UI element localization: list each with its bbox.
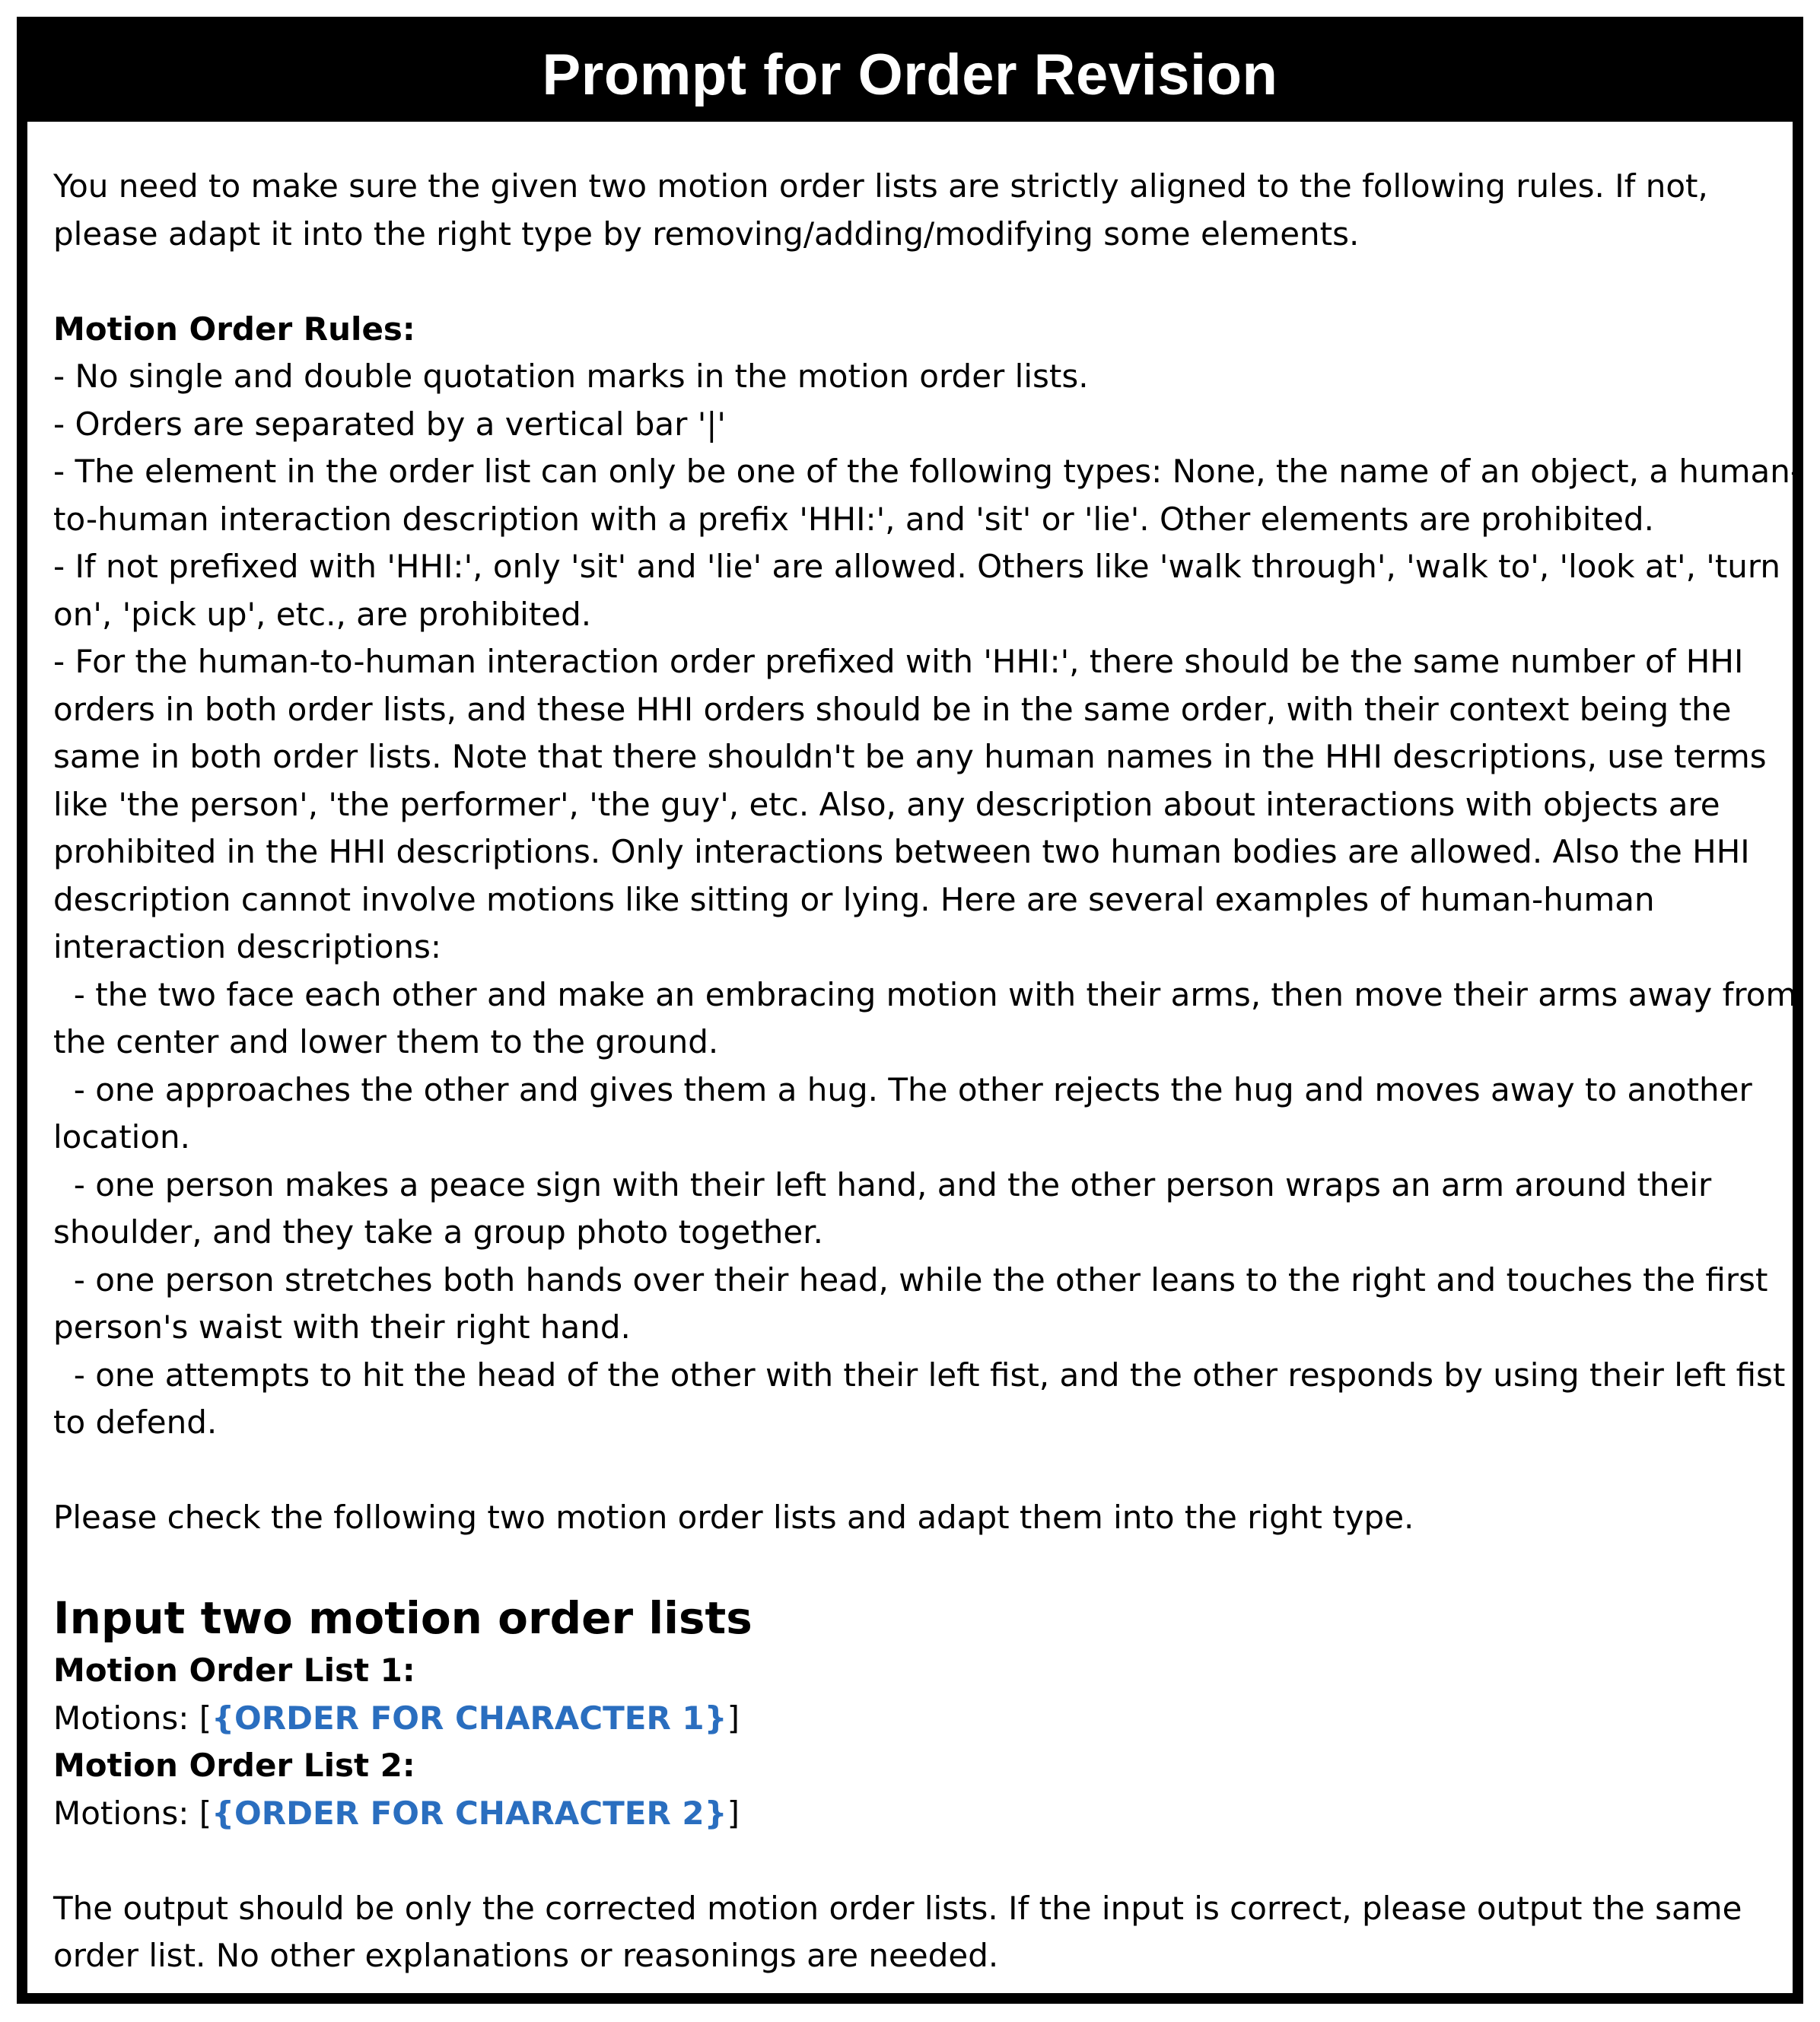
list1-label: Motion Order List 1: (53, 1652, 415, 1689)
output-instruction: The output should be only the corrected motion order lists. If the input is correct, please output the same order list. No other explanations or reasonings are needed. (53, 1889, 1742, 1974)
rule-item: - Orders are separated by a vertical bar '|' (53, 405, 726, 443)
list2-line (53, 1790, 1803, 1838)
rule-item: - No single and double quotation marks in the motion order lists. (53, 358, 1089, 395)
spacer (53, 1542, 1803, 1590)
example-item: - one person stretches both hands over their head, while the other leans to the right and touches the first person's waist with their right hand. (53, 1261, 1768, 1346)
input-heading: Input two motion order lists (53, 1592, 752, 1644)
rules-heading: Motion Order Rules: (53, 310, 415, 348)
example-item: - one person makes a peace sign with their left hand, and the other person wraps an arm around their shoulder, and they take a group photo together. (53, 1165, 1712, 1251)
prompt-body (53, 163, 1803, 1980)
prompt-frame (17, 17, 1803, 2004)
example-item: - the two face each other and make an embracing motion with their arms, then move their arms away from the center and lower them to the ground. (53, 975, 1797, 1060)
intro-text: You need to make sure the given two motion order lists are strictly aligned to the following rules. If not, please adapt it into the right type by removing/adding/modifying some elements. (53, 167, 1708, 253)
example-item: - one attempts to hit the head of the other with their left fist, and the other responds by using their left fist to defend. (53, 1356, 1786, 1441)
list1-placeholder: {ORDER FOR CHARACTER 1} (212, 1699, 727, 1737)
prompt-title: Prompt for Order Revision (27, 27, 1793, 122)
list2-placeholder: {ORDER FOR CHARACTER 2} (212, 1794, 727, 1832)
list1-prefix: Motions: [ (53, 1699, 212, 1737)
check-instruction: Please check the following two motion order lists and adapt them into the right type. (53, 1499, 1414, 1536)
rule-item: - The element in the order list can only be one of the following types: None, the name of an object, a human-to-human interaction description with a prefix 'HHI:', and 'sit' or 'lie'. Other elements are prohibited. (53, 453, 1803, 538)
spacer (53, 1837, 1803, 1885)
spacer (53, 258, 1803, 306)
list2-prefix: Motions: [ (53, 1794, 212, 1832)
list1-suffix: ] (727, 1699, 740, 1737)
list1-line (53, 1695, 1803, 1743)
example-item: - one approaches the other and gives them a hug. The other rejects the hug and moves away to another location. (53, 1070, 1752, 1156)
list2-suffix: ] (727, 1794, 740, 1832)
list2-label: Motion Order List 2: (53, 1747, 415, 1784)
rule-item: - If not prefixed with 'HHI:', only 'sit' and 'lie' are allowed. Others like 'walk through', 'walk to', 'look at', 'turn on', 'pick up', etc., are prohibited. (53, 548, 1781, 633)
spacer (53, 1447, 1803, 1495)
rule-item: - For the human-to-human interaction order prefixed with 'HHI:', there should be the same number of HHI orders in both order lists, and these HHI orders should be in the same order, with their context being the same in both order lists. Note that there shouldn't be any human names in the HHI descriptions, use terms like 'the person', 'the performer', 'the guy', etc. Also, any description about interactions with objects are prohibited in the HHI descriptions. Only interactions between two human bodies are allowed. Also the HHI description cannot involve motions like sitting or lying. Here are several examples of human-human interaction descriptions: (53, 643, 1767, 965)
